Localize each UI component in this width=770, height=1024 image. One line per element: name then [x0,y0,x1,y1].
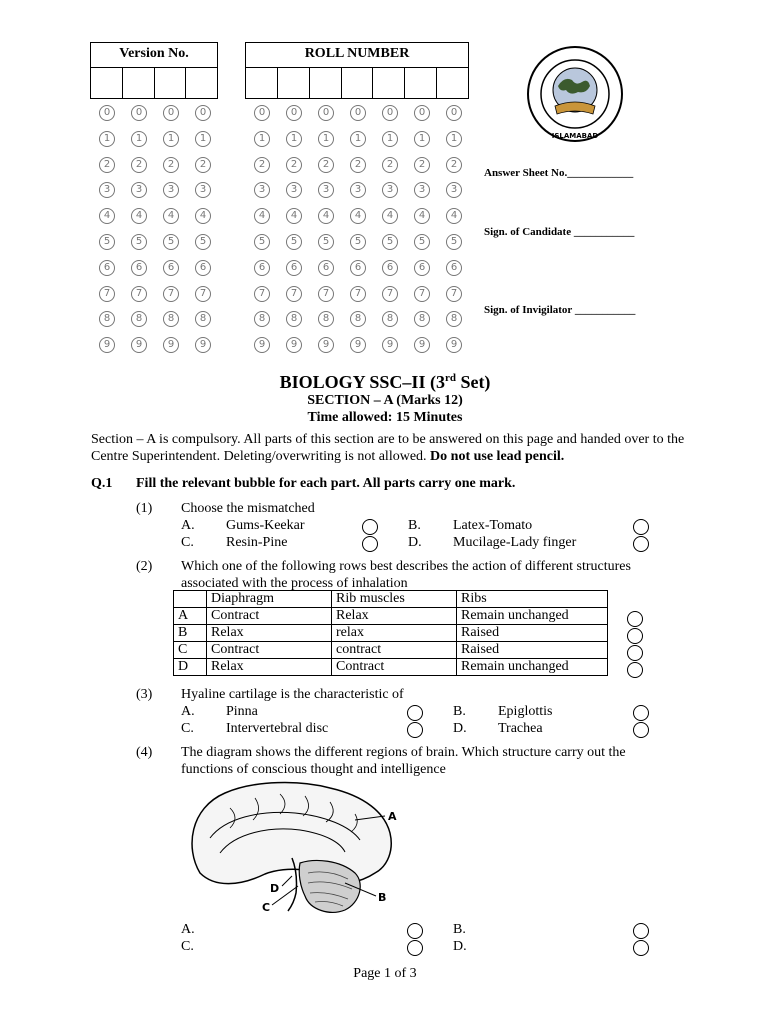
option-text: Resin-Pine [226,535,288,550]
answer-bubble-b[interactable] [633,519,649,535]
version-cell[interactable] [123,68,155,99]
option-letter: C. [181,535,194,550]
part-text: Choose the mismatched [181,501,315,516]
part-text: The diagram shows the different regions of brain. Which structure carry out the functions of conscious thought and intelligence [181,745,626,777]
roll-digit-bubble[interactable]: 0 [254,105,270,121]
roll-digit-bubble[interactable]: 1 [254,131,270,147]
roll-digit-bubble[interactable]: 2 [446,157,462,173]
roll-digit-bubble[interactable]: 0 [350,105,366,121]
roll-digit-bubble[interactable]: 7 [382,286,398,302]
answer-bubble-b[interactable] [633,923,649,939]
roll-digit-bubble[interactable]: 8 [286,311,302,327]
roll-digit-bubble[interactable]: 8 [254,311,270,327]
version-digit-bubble[interactable]: 7 [163,286,179,302]
version-digit-bubble[interactable]: 3 [99,182,115,198]
option-letter: A. [181,922,195,937]
label-c: C [262,901,271,914]
roll-number-box [245,42,469,99]
section-heading: SECTION – A (Marks 12) [307,393,463,408]
roll-digit-bubble[interactable]: 3 [414,182,430,198]
answer-bubble-d[interactable] [633,940,649,956]
roll-digit-bubble[interactable]: 6 [382,260,398,276]
part-text: Hyaline cartilage is the characteristic of [181,687,404,702]
roll-cell[interactable] [278,68,310,99]
roll-digit-bubble[interactable]: 1 [286,131,302,147]
table-row: D Relax Contract Remain unchanged [174,659,608,676]
roll-digit-bubble[interactable]: 7 [414,286,430,302]
roll-digit-bubble[interactable]: 6 [286,260,302,276]
roll-digit-bubble[interactable]: 4 [382,208,398,224]
option-text: Intervertebral disc [226,721,329,736]
inhalation-table [173,590,608,676]
version-digit-bubble[interactable]: 6 [99,260,115,276]
answer-sheet-no[interactable]: Answer Sheet No.____________ [484,167,634,179]
option-letter: B. [453,704,466,719]
version-digit-bubble[interactable]: 5 [163,234,179,250]
option-letter: A. [181,518,195,533]
logo-city: ISLAMABAD [551,132,599,140]
roll-digit-bubble[interactable]: 8 [382,311,398,327]
roll-digit-bubble[interactable]: 3 [446,182,462,198]
version-digit-bubble[interactable]: 3 [131,182,147,198]
answer-bubble-a[interactable] [407,923,423,939]
roll-digit-bubble[interactable]: 7 [446,286,462,302]
roll-digit-bubble[interactable]: 2 [382,157,398,173]
table-row: C Contract contract Raised [174,642,608,659]
version-digit-bubble[interactable]: 5 [99,234,115,250]
version-digit-bubble[interactable]: 1 [131,131,147,147]
roll-digit-bubble[interactable]: 9 [382,337,398,353]
roll-cell[interactable] [373,68,405,99]
option-letter: C. [181,939,194,954]
answer-bubble-b[interactable] [633,705,649,721]
version-digit-bubble[interactable]: 2 [131,157,147,173]
roll-digit-bubble[interactable]: 9 [254,337,270,353]
answer-bubble-c[interactable] [627,645,643,661]
roll-digit-bubble[interactable]: 8 [414,311,430,327]
option-letter: D. [453,939,467,954]
roll-digit-bubble[interactable]: 3 [350,182,366,198]
version-digit-bubble[interactable]: 9 [131,337,147,353]
roll-cell[interactable] [405,68,437,99]
roll-digit-bubble[interactable]: 4 [254,208,270,224]
answer-bubble-c[interactable] [362,536,378,552]
roll-digit-bubble[interactable]: 9 [318,337,334,353]
table-header-row: Diaphragm Rib muscles Ribs [174,591,608,608]
roll-digit-bubble[interactable]: 4 [318,208,334,224]
roll-cell[interactable] [246,68,278,99]
table-row: A Contract Relax Remain unchanged [174,608,608,625]
option-letter: D. [453,721,467,736]
version-cell[interactable] [155,68,187,99]
roll-digit-bubble[interactable]: 0 [286,105,302,121]
roll-digit-bubble[interactable]: 0 [382,105,398,121]
version-digit-bubble[interactable]: 7 [195,286,211,302]
roll-digit-bubble[interactable]: 4 [350,208,366,224]
roll-digit-bubble[interactable]: 1 [318,131,334,147]
roll-digit-bubble[interactable]: 7 [254,286,270,302]
roll-digit-bubble[interactable]: 3 [286,182,302,198]
option-text: Epiglottis [498,704,553,719]
part-text: Which one of the following rows best describes the action of different structures associated with the process of inhalation [181,559,631,591]
label-a: A [388,810,397,823]
roll-digit-bubble[interactable]: 5 [446,234,462,250]
roll-digit-bubble[interactable]: 4 [286,208,302,224]
roll-digit-bubble[interactable]: 3 [382,182,398,198]
roll-digit-bubble[interactable]: 4 [414,208,430,224]
roll-digit-bubble[interactable]: 9 [350,337,366,353]
roll-digit-bubble[interactable]: 6 [350,260,366,276]
roll-digit-bubble[interactable]: 1 [350,131,366,147]
answer-bubble-a[interactable] [362,519,378,535]
version-cell[interactable] [186,68,217,99]
version-digit-bubble[interactable]: 0 [99,105,115,121]
candidate-signature[interactable]: Sign. of Candidate ___________ [484,226,635,238]
roll-digit-bubble[interactable]: 5 [350,234,366,250]
question-number: Q.1 [91,476,113,491]
version-digit-bubble[interactable]: 1 [99,131,115,147]
version-digit-bubble[interactable]: 4 [163,208,179,224]
version-digit-bubble[interactable]: 8 [163,311,179,327]
roll-cell[interactable] [437,68,468,99]
roll-digit-bubble[interactable]: 0 [318,105,334,121]
roll-digit-bubble[interactable]: 7 [350,286,366,302]
version-digit-bubble[interactable]: 5 [131,234,147,250]
version-digit-bubble[interactable]: 2 [163,157,179,173]
roll-digit-bubble[interactable]: 8 [350,311,366,327]
version-digit-bubble[interactable]: 6 [131,260,147,276]
roll-digit-bubble[interactable]: 4 [446,208,462,224]
answer-bubble-c[interactable] [407,722,423,738]
version-digit-bubble[interactable]: 9 [163,337,179,353]
question-text: Fill the relevant bubble for each part. All parts carry one mark. [136,476,516,491]
version-digit-bubble[interactable]: 0 [195,105,211,121]
option-letter: D. [408,535,422,550]
fbise-logo [525,44,625,144]
answer-bubble-a[interactable] [407,705,423,721]
version-digit-bubble[interactable]: 9 [195,337,211,353]
page-title: BIOLOGY SSC–II (3rd Set) [279,372,491,392]
roll-digit-bubble[interactable]: 2 [318,157,334,173]
invigilator-signature[interactable]: Sign. of Invigilator ___________ [484,304,636,316]
roll-digit-bubble[interactable]: 1 [446,131,462,147]
label-b: B [378,891,387,904]
version-digit-bubble[interactable]: 4 [195,208,211,224]
roll-digit-bubble[interactable]: 1 [382,131,398,147]
roll-digit-bubble[interactable]: 6 [318,260,334,276]
version-digit-bubble[interactable]: 1 [163,131,179,147]
roll-digit-bubble[interactable]: 5 [318,234,334,250]
roll-digit-bubble[interactable]: 5 [254,234,270,250]
label-d: D [270,882,280,895]
roll-digit-bubble[interactable]: 8 [446,311,462,327]
table-row: B Relax relax Raised [174,625,608,642]
page-number: Page 1 of 3 [353,966,417,981]
version-digit-bubble[interactable]: 9 [99,337,115,353]
version-digit-bubble[interactable]: 3 [163,182,179,198]
answer-bubble-d[interactable] [633,536,649,552]
option-letter: B. [453,922,466,937]
part-number: (4) [136,745,153,760]
part-number: (2) [136,559,153,574]
version-digit-bubble[interactable]: 5 [195,234,211,250]
time-allowed: Time allowed: 15 Minutes [307,410,463,425]
option-text: Mucilage-Lady finger [453,535,577,550]
option-text: Pinna [226,704,258,719]
roll-digit-bubble[interactable]: 7 [286,286,302,302]
version-digit-bubble[interactable]: 4 [99,208,115,224]
version-digit-bubble[interactable]: 0 [131,105,147,121]
roll-digit-bubble[interactable]: 0 [414,105,430,121]
version-label: Version No. [91,43,217,68]
roll-digit-bubble[interactable]: 2 [286,157,302,173]
part-number: (1) [136,501,153,516]
version-number-box [90,42,218,99]
roll-cell[interactable] [342,68,374,99]
roll-digit-bubble[interactable]: 0 [446,105,462,121]
roll-digit-bubble[interactable]: 9 [446,337,462,353]
roll-digit-bubble[interactable]: 5 [414,234,430,250]
version-digit-bubble[interactable]: 2 [99,157,115,173]
roll-digit-bubble[interactable]: 6 [254,260,270,276]
part-number: (3) [136,687,153,702]
roll-label: ROLL NUMBER [246,43,468,68]
roll-digit-bubble[interactable]: 7 [318,286,334,302]
roll-cell[interactable] [310,68,342,99]
answer-bubble-c[interactable] [407,940,423,956]
version-digit-bubble[interactable]: 6 [163,260,179,276]
roll-digit-bubble[interactable]: 3 [318,182,334,198]
brain-diagram [180,778,420,918]
roll-digit-bubble[interactable]: 9 [414,337,430,353]
roll-digit-bubble[interactable]: 3 [254,182,270,198]
answer-bubble-d[interactable] [627,662,643,678]
version-digit-bubble[interactable]: 6 [195,260,211,276]
option-text: Trachea [498,721,543,736]
instructions: Section – A is compulsory. All parts of this section are to be answered on this page and handed over to the Centre Superintendent. Deleting/overwriting is not allowed. Do not use lead pencil. [91,432,685,464]
roll-digit-bubble[interactable]: 2 [254,157,270,173]
version-digit-bubble[interactable]: 8 [99,311,115,327]
roll-digit-bubble[interactable]: 6 [446,260,462,276]
answer-bubble-d[interactable] [633,722,649,738]
version-digit-bubble[interactable]: 3 [195,182,211,198]
roll-digit-bubble[interactable]: 1 [414,131,430,147]
option-letter: A. [181,704,195,719]
version-digit-bubble[interactable]: 8 [195,311,211,327]
answer-bubble-b[interactable] [627,628,643,644]
roll-digit-bubble[interactable]: 6 [414,260,430,276]
roll-digit-bubble[interactable]: 2 [414,157,430,173]
option-letter: C. [181,721,194,736]
option-text: Latex-Tomato [453,518,533,533]
roll-digit-bubble[interactable]: 5 [286,234,302,250]
version-digit-bubble[interactable]: 4 [131,208,147,224]
roll-digit-bubble[interactable]: 9 [286,337,302,353]
version-digit-bubble[interactable]: 1 [195,131,211,147]
roll-digit-bubble[interactable]: 2 [350,157,366,173]
version-digit-bubble[interactable]: 8 [131,311,147,327]
option-letter: B. [408,518,421,533]
version-digit-bubble[interactable]: 7 [99,286,115,302]
roll-digit-bubble[interactable]: 5 [382,234,398,250]
option-text: Gums-Keekar [226,518,305,533]
version-digit-bubble[interactable]: 2 [195,157,211,173]
answer-bubble-a[interactable] [627,611,643,627]
roll-digit-bubble[interactable]: 8 [318,311,334,327]
version-digit-bubble[interactable]: 0 [163,105,179,121]
version-cell[interactable] [91,68,123,99]
version-digit-bubble[interactable]: 7 [131,286,147,302]
